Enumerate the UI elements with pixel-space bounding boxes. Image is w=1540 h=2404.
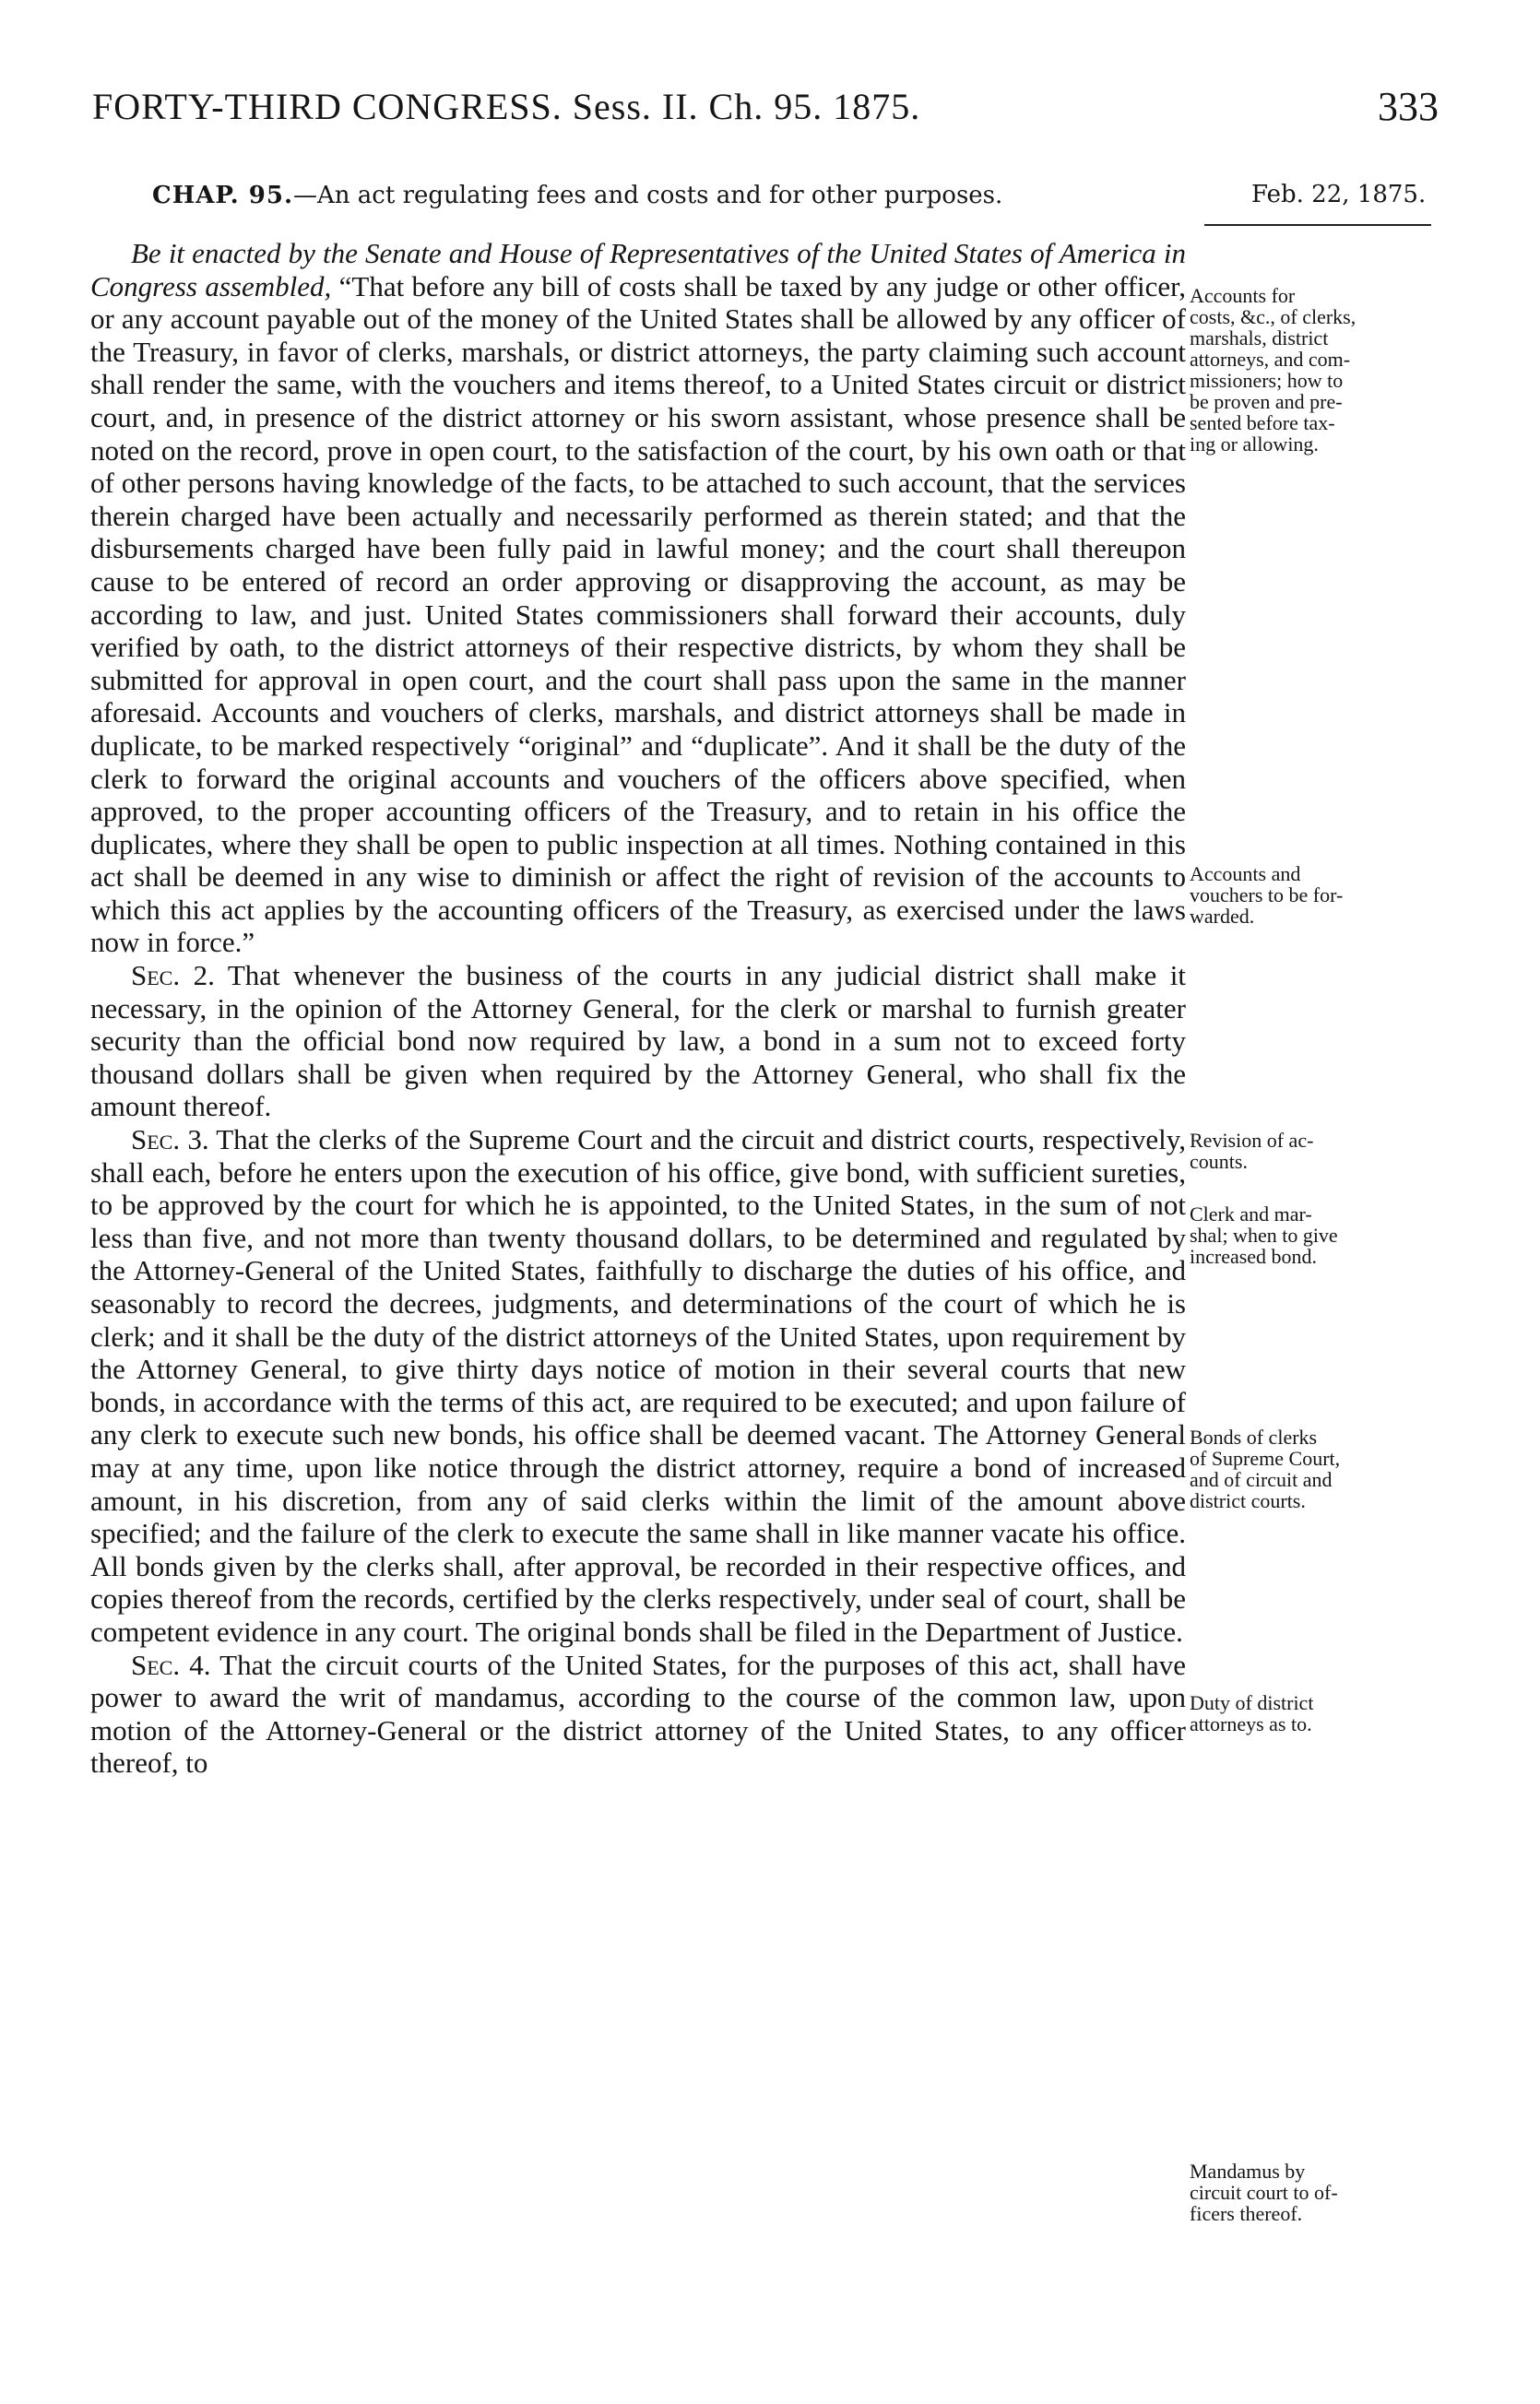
margin-note-district-attorneys xyxy=(1190,1692,1442,1735)
margin-note-line: of Supreme Court, xyxy=(1190,1447,1341,1470)
section-2-label: Sec. 2. xyxy=(131,959,215,992)
margin-note-line: warded. xyxy=(1190,905,1255,928)
section-3-label: Sec. 3. xyxy=(131,1123,209,1156)
chapter-heading xyxy=(152,182,1002,209)
margin-note-vouchers xyxy=(1190,863,1442,927)
chapter-label: CHAP. 95. xyxy=(152,182,294,209)
margin-note-line: Bonds of clerks xyxy=(1190,1426,1318,1449)
section-1 xyxy=(90,237,1186,959)
act-body xyxy=(90,237,1186,1780)
margin-note-line: be proven and pre- xyxy=(1190,390,1343,413)
margin-note-clerk-marshal xyxy=(1190,1203,1442,1267)
margin-note-line: Accounts and xyxy=(1190,862,1301,885)
margin-note-line: Revision of ac- xyxy=(1190,1129,1314,1152)
margin-note-line: and of circuit and xyxy=(1190,1468,1333,1491)
margin-note-line: increased bond. xyxy=(1190,1245,1318,1268)
margin-note-line: attorneys as to. xyxy=(1190,1712,1312,1735)
margin-note-line: attorneys, and com- xyxy=(1190,348,1351,371)
margin-note-line: missioners; how to xyxy=(1190,369,1344,392)
margin-note-line: ing or allowing. xyxy=(1190,432,1319,456)
date-underline xyxy=(1204,224,1431,226)
margin-note-line: marshals, district xyxy=(1190,326,1329,349)
enacting-clause: Be it enacted by the Senate and House of Representatives of the United States of America in Congress assembled, xyxy=(90,237,1186,302)
section-2 xyxy=(90,959,1186,1123)
margin-note-bonds xyxy=(1190,1427,1442,1511)
margin-note-line: Mandamus by xyxy=(1190,2160,1306,2183)
margin-note-revision xyxy=(1190,1130,1442,1172)
margin-note-line: district courts. xyxy=(1190,1489,1306,1512)
margin-note-line: Accounts for xyxy=(1190,284,1296,307)
margin-note-line: counts. xyxy=(1190,1150,1248,1173)
section-2-text: That whenever the business of the courts in any judicial district shall make it necessary, in the opinion of the Attorney General, for the clerk or marshal to furnish greater security than the official bond now required by law, a bond in a sum not to exceed forty thousand dollars shall be given when required by the Attorney General, who shall fix the amount thereof. xyxy=(90,959,1186,1123)
running-head: FORTY-THIRD CONGRESS. Sess. II. Ch. 95. 1875. xyxy=(92,86,921,127)
margin-note-line: ficers thereof. xyxy=(1190,2202,1303,2225)
chapter-title: —An act regulating fees and costs and for other purposes. xyxy=(293,182,1003,209)
section-1-text: “That before any bill of costs shall be taxed by any judge or other officer, or any account payable out of the money of the United States shall be allowed by any officer of the Treasury, in favor of clerks, marshals, or district attorneys, the party claiming such account shall render the same, with the vouchers and items thereof, to a United States circuit or district court, and, in presence of the district attorney or his sworn assistant, whose presence shall be noted on the record, prove in open court, to the satisfaction of the court, by his own oath or that of other persons having knowledge of the facts, to be attached to such account, that the services therein charged have been actually and necessarily performed as therein stated; and that the disbursements charged have been fully paid in lawful money; and the court shall thereupon cause to be entered of record an order approving or disapproving the account, as may be according to law, and just. United States commissioners shall forward their accounts, duly verified by oath, to the district attorneys of their respective districts, by whom they shall be submitted for approval in open court, and the court shall pass upon the same in the manner aforesaid. Accounts and vouchers of clerks, marshals, and district attorneys shall be made in duplicate, to be marked respectively “original” and “duplicate”. And it shall be the duty of the clerk to forward the original accounts and vouchers of the officers above specified, when approved, to the proper accounting officers of the Treasury, and to retain in his office the duplicates, where they shall be open to public inspection at all times. Nothing contained in this act shall be deemed in any wise to diminish or affect the right of revision of the accounts to which this act applies by the accounting officers of the Treasury, as exercised under the laws now in force.” xyxy=(90,269,1187,959)
margin-note-line: sented before tax- xyxy=(1190,411,1335,434)
section-4-text: That the circuit courts of the United States, for the purposes of this act, shall have power to award the writ of mandamus, according to the course of the common law, upon motion of the Attorney-General or the district attorney of the United States, to any officer thereof, to xyxy=(90,1648,1186,1780)
margin-note-line: shal; when to give xyxy=(1190,1224,1338,1247)
margin-note-line: costs, &c., of clerks, xyxy=(1190,305,1356,328)
margin-note-line: circuit court to of- xyxy=(1190,2181,1338,2204)
section-3 xyxy=(90,1123,1186,1649)
margin-note-accounts xyxy=(1190,285,1442,455)
section-3-text: That the clerks of the Supreme Court and the circuit and district courts, respectively, shall each, before he enters upon the execution of his office, give bond, with sufficient sureties, to be approved by the court for which he is appointed, to the United States, in the sum of not less than five, and not more than twenty thousand dollars, to be determined and regulated by the Attorney-General of the United States, faithfully to discharge the duties of his office, and seasonably to record the decrees, judgments, and determinations of the court of which he is clerk; and it shall be the duty of the district attorneys of the United States, upon requirement by the Attorney General, to give thirty days notice of motion in their several courts that new bonds, in accordance with the terms of this act, are required to be executed; and upon failure of any clerk to execute such new bonds, his office shall be deemed vacant. The Attorney General may at any time, upon like notice through the district attorney, require a bond of increased amount, in his discretion, from any of said clerks within the limit of the amount above specified; and the failure of the clerk to execute the same shall in like manner vacate his office. All bonds given by the clerks shall, after approval, be recorded in their respective offices, and copies thereof from the records, certified by the clerks respectively, under seal of court, shall be competent evidence in any court. The original bonds shall be filed in the Department of Justice. xyxy=(90,1123,1186,1648)
margin-note-line: Duty of district xyxy=(1190,1691,1314,1714)
page-number: 333 xyxy=(1378,84,1439,129)
enactment-date: Feb. 22, 1875. xyxy=(1251,181,1427,208)
margin-note-line: Clerk and mar- xyxy=(1190,1202,1312,1226)
section-4 xyxy=(90,1649,1186,1780)
margin-note-line: vouchers to be for- xyxy=(1190,883,1344,906)
page-header xyxy=(92,85,1439,131)
section-4-label: Sec. 4. xyxy=(131,1648,211,1681)
margin-note-mandamus xyxy=(1190,2161,1442,2224)
